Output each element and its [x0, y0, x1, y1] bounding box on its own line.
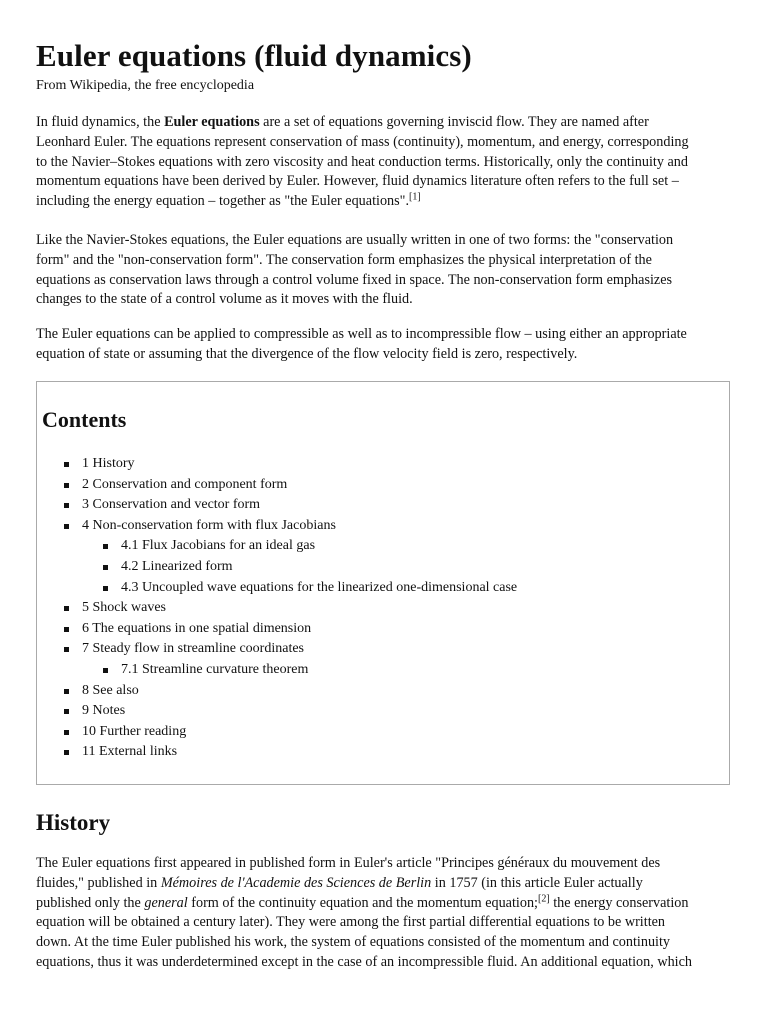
toc-item-steady-flow[interactable]: [37, 639, 517, 660]
term-euler-equations: Euler equations: [164, 114, 260, 130]
bullet-icon: [103, 565, 108, 570]
toc-item-label[interactable]: 1 History: [82, 456, 135, 471]
reference-link-1[interactable]: [1]: [409, 191, 421, 203]
p2-line-4: changes to the state of a control volume as it moves with the fluid.: [36, 291, 413, 308]
toc-item-label[interactable]: 7.1 Streamline curvature theorem: [121, 661, 309, 677]
toc-item-label[interactable]: 2 Conservation and component form: [82, 476, 288, 492]
p2-line-3: equations as conservation laws through a control volume fixed in space. The non-conservation form emphasizes: [36, 271, 673, 288]
toc-item-label[interactable]: 3 Conservation and vector form: [82, 497, 261, 513]
intro-paragraph-3: [36, 325, 736, 365]
toc-item-linearized-form[interactable]: [37, 557, 517, 578]
p1-line-1: [36, 113, 736, 133]
bullet-icon: [64, 730, 69, 735]
p3-line-2: equation of state or assuming that the divergence of the flow velocity field is zero, respectively.: [36, 345, 578, 362]
toc-item-label[interactable]: 4 Non-conservation form with flux Jacobians: [82, 517, 336, 533]
bullet-icon: [64, 483, 69, 488]
toc-item-flux-jacobians-ideal-gas[interactable]: [37, 536, 517, 557]
toc-item-label[interactable]: 10 Further reading: [82, 723, 187, 739]
toc-item-shock-waves[interactable]: [37, 598, 517, 619]
bullet-icon: [103, 668, 108, 673]
history-text: published only the: [36, 894, 145, 911]
history-text: form of the continuity equation and the momentum equation;: [187, 894, 538, 911]
toc-list: [37, 454, 517, 763]
bullet-icon: [64, 647, 69, 652]
toc-item-conservation-component-form[interactable]: [37, 475, 517, 496]
p2-line-1: Like the Navier-Stokes equations, the Euler equations are usually written in one of two forms: the "conservation: [36, 232, 674, 248]
bullet-icon: [64, 709, 69, 714]
section-heading-history: History: [36, 810, 111, 835]
bullet-icon: [64, 524, 69, 529]
toc-item-streamline-curvature-theorem[interactable]: [37, 660, 517, 681]
intro-paragraph-2: [36, 231, 736, 310]
page-title: Euler equations (fluid dynamics): [36, 38, 472, 73]
history-line-4: equation will be obtained a century later). They were among the first partial differential equations to be written: [36, 914, 666, 931]
bullet-icon: [64, 750, 69, 755]
bullet-icon: [64, 689, 69, 694]
toc-item-uncoupled-wave-equations[interactable]: [37, 578, 517, 599]
bullet-icon: [103, 586, 108, 591]
toc-item-label[interactable]: 7 Steady flow in streamline coordinates: [82, 641, 304, 657]
toc-item-label[interactable]: 5 Shock waves: [82, 600, 166, 616]
toc-item-conservation-vector-form[interactable]: [37, 495, 517, 516]
p1-line-5: [36, 192, 736, 212]
toc-item-label[interactable]: 6 The equations in one spatial dimension: [82, 620, 312, 636]
history-line-6: equations, thus it was underdetermined except in the case of an incompressible fluid. An additional equation, which: [36, 953, 692, 970]
p1-line-3: to the Navier–Stokes equations with zero viscosity and heat conduction terms. Historically, only the continuity and: [36, 153, 688, 170]
history-line-3: [36, 894, 736, 914]
toc-item-label[interactable]: 8 See also: [82, 682, 139, 698]
bullet-icon: [64, 503, 69, 508]
history-paragraph: [36, 854, 736, 973]
journal-title: Mémoires de l'Academie des Sciences de Berlin: [160, 874, 432, 891]
p1-line-2: Leonhard Euler. The equations represent conservation of mass (continuity), momentum, and energy, corresponding: [36, 133, 689, 150]
p3-line-1: The Euler equations can be applied to compressible as well as to incompressible flow – using either an appropriate: [36, 326, 687, 342]
p1-text: In fluid dynamics, the: [36, 114, 165, 130]
intro-paragraph-1: [36, 113, 736, 212]
history-text: in 1757 (in this article Euler actually: [431, 874, 643, 891]
emphasis-general: general: [144, 894, 188, 911]
table-of-contents: [36, 381, 730, 785]
history-line-1: The Euler equations first appeared in published form in Euler's article "Principes généraux du mouvement des: [36, 855, 661, 871]
bullet-icon: [64, 627, 69, 632]
history-line-2: [36, 874, 736, 894]
history-text: the energy conservation: [549, 894, 689, 911]
p1-line-4: momentum equations have been derived by Euler. However, fluid dynamics literature often refers to the full set –: [36, 173, 679, 190]
toc-item-non-conservation-form[interactable]: [37, 516, 517, 537]
toc-item-label[interactable]: 11 External links: [82, 744, 178, 760]
page-subtitle: From Wikipedia, the free encyclopedia: [36, 78, 255, 93]
toc-item-see-also[interactable]: [37, 681, 517, 702]
toc-item-label[interactable]: 4.1 Flux Jacobians for an ideal gas: [121, 538, 316, 554]
history-line-5: down. At the time Euler published his work, the system of equations consisted of the momentum and continuity: [36, 934, 671, 951]
toc-item-one-spatial-dimension[interactable]: [37, 619, 517, 640]
toc-heading: Contents: [42, 407, 127, 432]
history-text: fluides," published in: [36, 874, 161, 891]
bullet-icon: [64, 462, 69, 467]
toc-item-history[interactable]: [37, 454, 517, 475]
bullet-icon: [103, 544, 108, 549]
bullet-icon: [64, 606, 69, 611]
toc-item-notes[interactable]: [37, 701, 517, 722]
toc-item-further-reading[interactable]: [37, 722, 517, 743]
toc-item-label[interactable]: 9 Notes: [82, 703, 126, 719]
p1-text: including the energy equation – together as "the Euler equations".: [36, 193, 409, 210]
toc-item-label[interactable]: 4.3 Uncoupled wave equations for the linearized one-dimensional case: [121, 579, 518, 595]
toc-item-external-links[interactable]: [37, 742, 517, 763]
toc-item-label[interactable]: 4.2 Linearized form: [121, 558, 233, 574]
p1-text: are a set of equations governing inviscid flow. They are named after: [259, 114, 649, 130]
reference-link-2[interactable]: [2]: [538, 892, 550, 904]
p2-line-2: form" and the "non-conservation form". The conservation form emphasizes the physical interpretation of the: [36, 251, 652, 268]
